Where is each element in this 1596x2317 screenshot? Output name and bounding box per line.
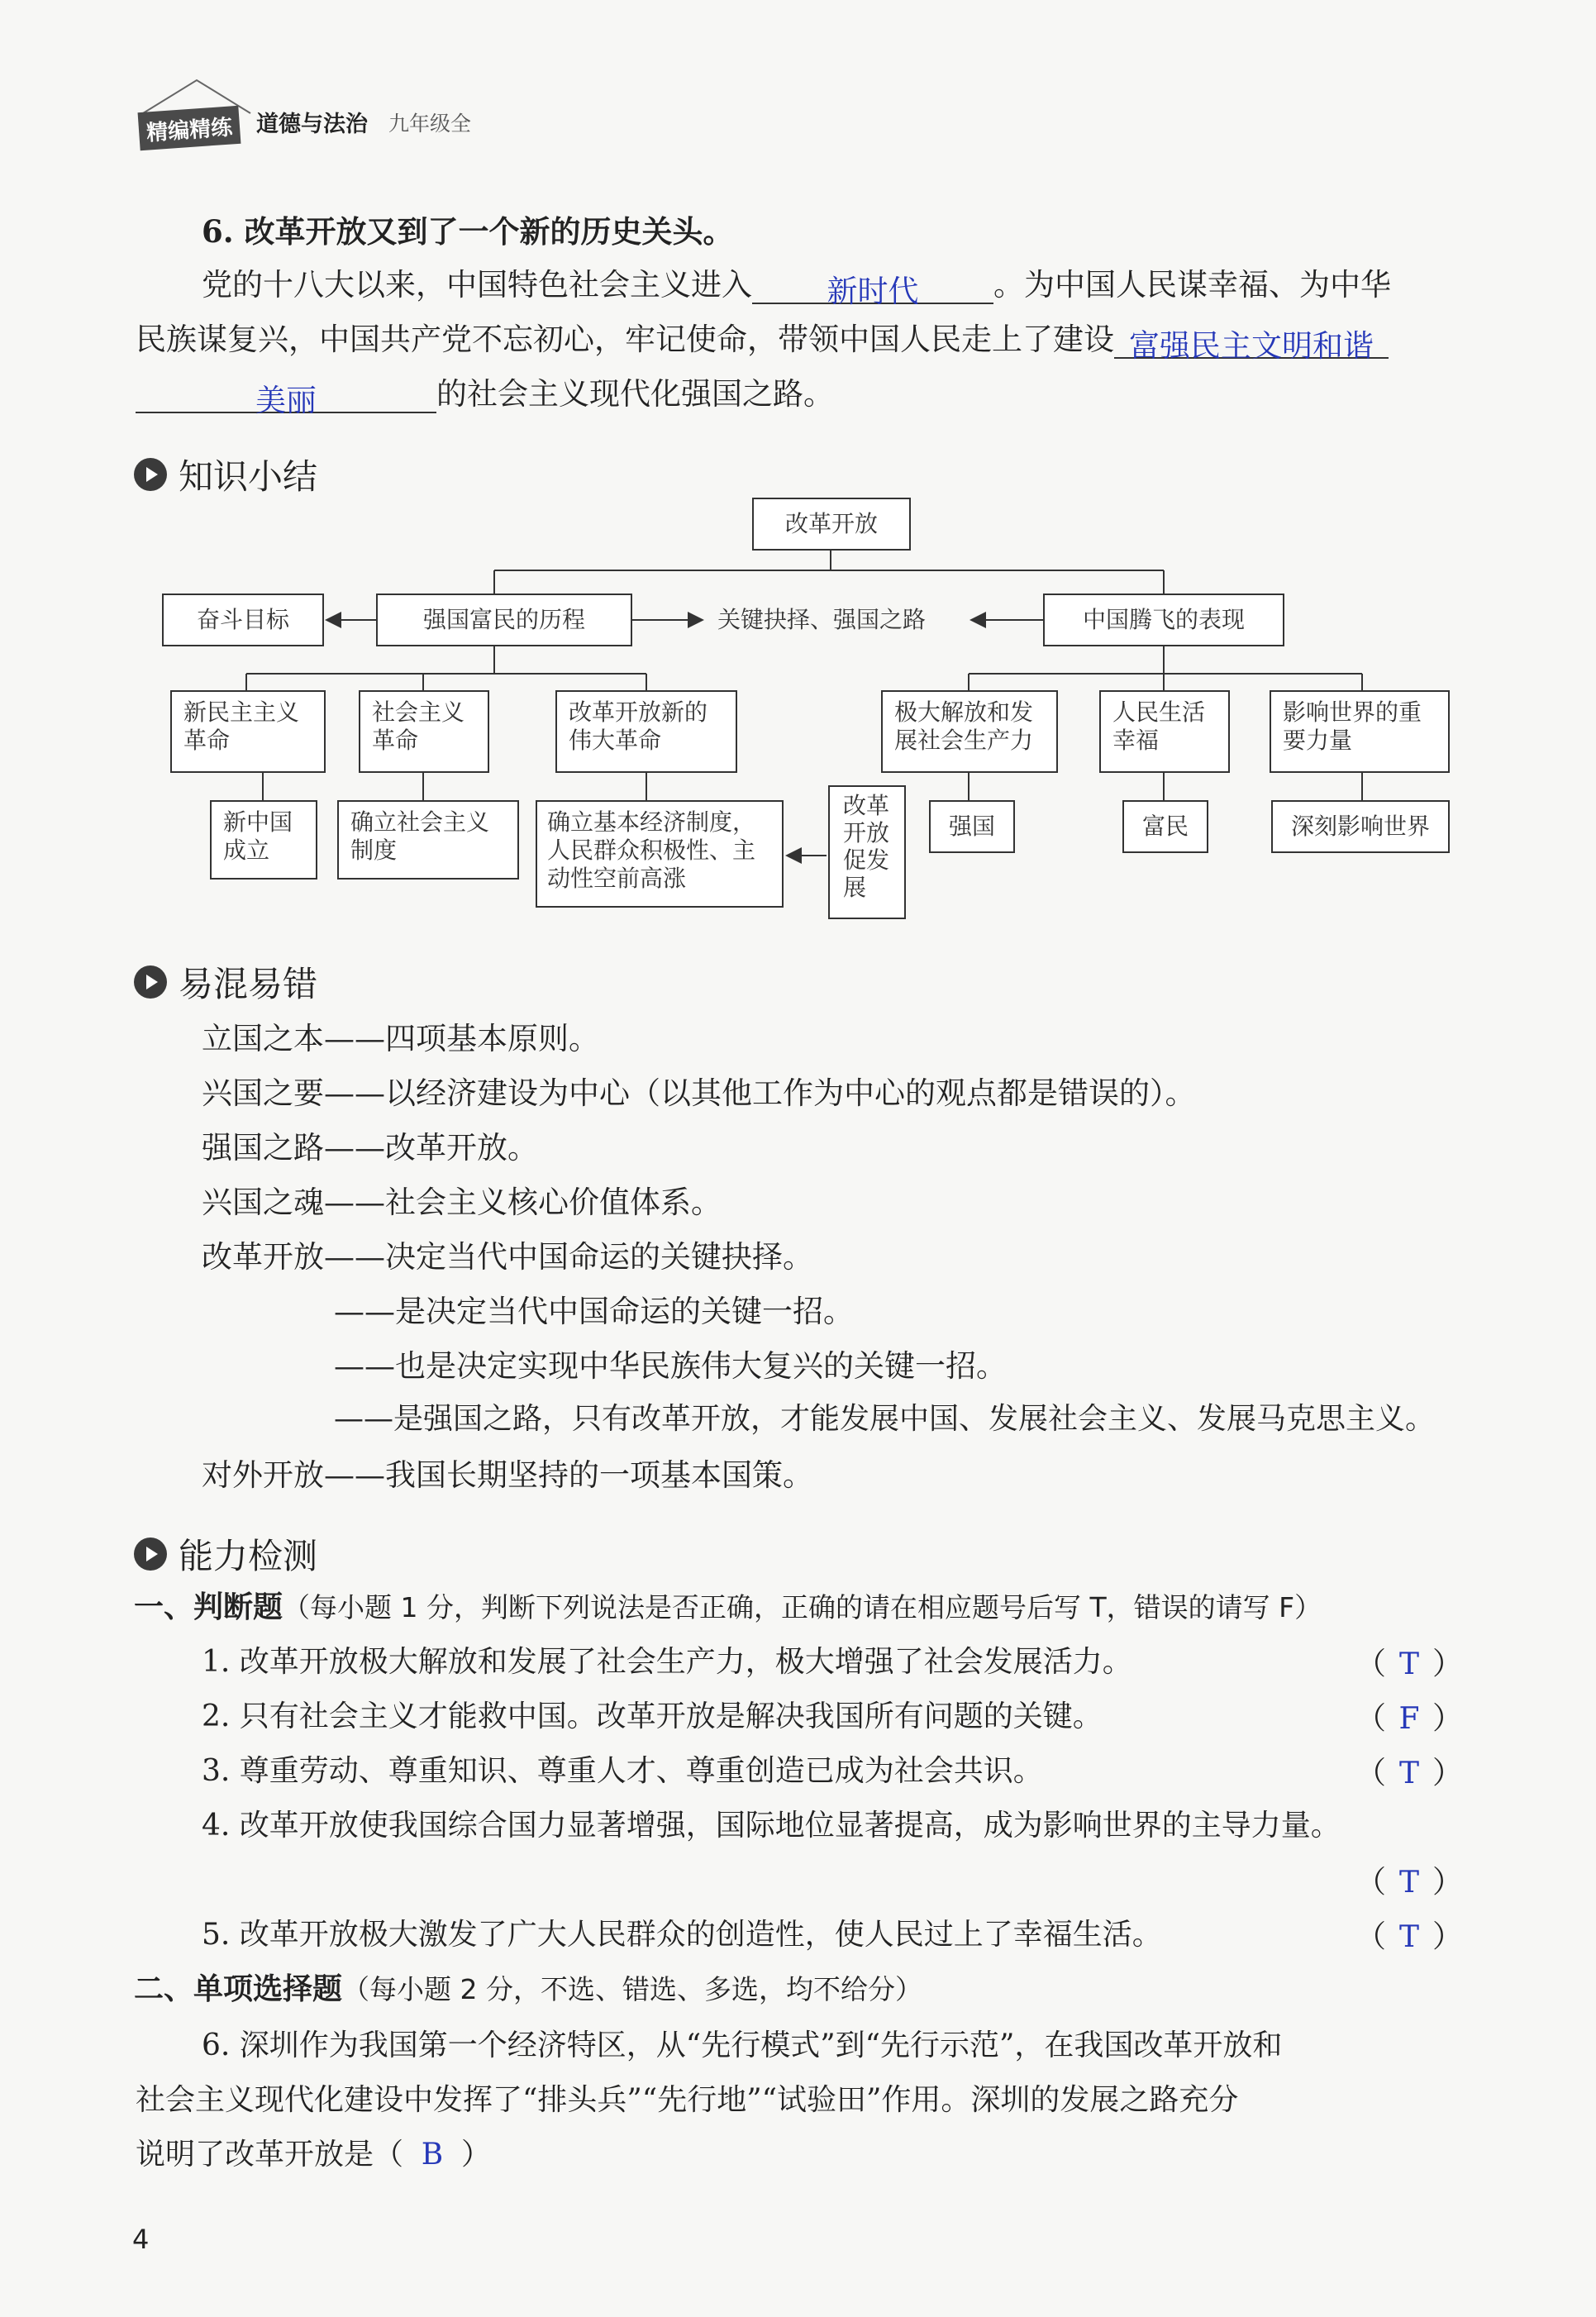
- tf-bracket-1: [1355, 1638, 1463, 1683]
- tf-answer-2: F: [1398, 1702, 1420, 1736]
- tf-open-3: （: [1355, 1755, 1386, 1790]
- tf-close-3: ）: [1432, 1755, 1463, 1790]
- part1-desc: （每小题 1 分，判断下列说法是否正确，正确的请在相应题号后写 T，错误的请写 F）: [283, 1591, 1322, 1623]
- node-key: 关键抉择、强国之路: [717, 606, 927, 633]
- part1-header: [134, 1584, 1322, 1626]
- node-s2: 确立社会主义制度: [337, 800, 519, 880]
- part1-title: 一、判断题: [134, 1590, 283, 1624]
- q6-title: 6. 改革开放又到了一个新的历史关头。: [202, 213, 734, 250]
- q6-answer-3: 美丽: [255, 383, 317, 418]
- part2-title: 二、单项选择题: [134, 1971, 343, 2006]
- tf-open-4: （: [1355, 1864, 1386, 1900]
- confuse-line-9: 对外开放——我国长期坚持的一项基本国策。: [202, 1457, 813, 1493]
- q6-line-3-text: 的社会主义现代化强国之路。: [436, 376, 834, 412]
- tf-open-2: （: [1355, 1700, 1386, 1736]
- header-grade: 九年级全: [388, 112, 472, 136]
- q6-line-1-text-b: 。为中国人民谋幸福、为中华: [993, 267, 1391, 303]
- tf-answer-5: T: [1398, 1920, 1419, 1954]
- play-icon: [134, 965, 167, 999]
- tf-item-4: 4. 改革开放使我国综合国力显著增强，国际地位显著提高，成为影响世界的主导力量。: [202, 1809, 1341, 1843]
- section-summary-title: 知识小结: [179, 456, 318, 497]
- node-s3: 确立基本经济制度，人民群众积极性、主动性空前高涨: [536, 800, 784, 908]
- confuse-line-1: 立国之本——四项基本原则。: [202, 1021, 599, 1056]
- tf-close-4: ）: [1432, 1864, 1463, 1900]
- node-history: 强国富民的历程: [376, 594, 632, 646]
- tf-answer-4: T: [1398, 1866, 1419, 1900]
- tf-answer-3: T: [1398, 1757, 1419, 1790]
- tf-bracket-3: [1355, 1747, 1463, 1792]
- mc-q6-answer: B: [421, 2138, 444, 2172]
- tf-open-5: （: [1355, 1919, 1386, 1954]
- section-test: [134, 1529, 317, 1579]
- mc-q6-stem: 说明了改革开放是（: [136, 2138, 404, 2172]
- confuse-line-7: ——也是决定实现中华民族伟大复兴的关键一招。: [334, 1348, 1007, 1384]
- header-subject: 道德与法治: [256, 112, 368, 137]
- header-badge: 精编精练: [138, 106, 241, 150]
- q6-line-1-text-a: 党的十八大以来，中国特色社会主义进入: [202, 267, 752, 303]
- tf-item-5: 5. 改革开放极大激发了广大人民群众的创造性，使人民过上了幸福生活。: [202, 1918, 1162, 1952]
- mc-q6-line-1: 6. 深圳作为我国第一个经济特区，从“先行模式”到“先行示范”，在我国改革开放和: [202, 2029, 1283, 2062]
- node-rev2: 社会主义革命: [359, 690, 489, 773]
- node-china: 中国腾飞的表现: [1043, 594, 1284, 646]
- tf-bracket-2: [1355, 1693, 1463, 1738]
- confuse-line-4: 兴国之魂——社会主义核心价值体系。: [202, 1185, 722, 1220]
- node-p2: 人民生活幸福: [1099, 690, 1230, 773]
- node-r2: 富民: [1122, 800, 1208, 853]
- section-confuse-title: 易混易错: [179, 964, 318, 1004]
- node-promote: 改革开放促发展: [828, 785, 906, 919]
- confuse-line-8: ——是强国之路，只有改革开放，才能发展中国、发展社会主义、发展马克思主义。: [334, 1402, 1436, 1436]
- confuse-line-3: 强国之路——改革开放。: [202, 1130, 538, 1166]
- tf-close-5: ）: [1432, 1919, 1463, 1954]
- part2-header: [134, 1966, 922, 2008]
- tf-item-2: 2. 只有社会主义才能救中国。改革开放是解决我国所有问题的关键。: [202, 1700, 1103, 1733]
- node-r3: 深刻影响世界: [1271, 800, 1450, 853]
- tf-item-3: 3. 尊重劳动、尊重知识、尊重人才、尊重创造已成为社会共识。: [202, 1754, 1043, 1788]
- confuse-line-6: ——是决定当代中国命运的关键一招。: [334, 1294, 854, 1329]
- node-rev1: 新民主主义革命: [170, 690, 326, 773]
- tf-item-1: 1. 改革开放极大解放和发展了社会生产力，极大增强了社会发展活力。: [202, 1645, 1132, 1679]
- tf-open-1: （: [1355, 1646, 1386, 1681]
- mc-q6-close: ）: [461, 2138, 492, 2172]
- q6-answer-2: 富强民主文明和谐: [1129, 328, 1374, 364]
- section-test-title: 能力检测: [179, 1536, 318, 1576]
- node-s1: 新中国成立: [210, 800, 317, 880]
- tf-close-1: ）: [1432, 1646, 1463, 1681]
- tf-close-2: ）: [1432, 1700, 1463, 1736]
- tf-bracket-5: [1355, 1911, 1463, 1956]
- node-p3: 影响世界的重要力量: [1270, 690, 1450, 773]
- part2-desc: （每小题 2 分，不选、错选、多选，均不给分）: [342, 1973, 922, 2005]
- confuse-line-2: 兴国之要——以经济建设为中心（以其他工作为中心的观点都是错误的）。: [202, 1075, 1196, 1111]
- tf-answer-1: T: [1398, 1647, 1419, 1681]
- mc-q6-line-2: 社会主义现代化建设中发挥了“排头兵”“先行地”“试验田”作用。深圳的发展之路充分: [136, 2083, 1239, 2117]
- node-root: 改革开放: [752, 498, 911, 551]
- tf-bracket-4: [1355, 1857, 1463, 1901]
- confuse-line-5: 改革开放——决定当代中国命运的关键抉择。: [202, 1239, 813, 1275]
- node-goal: 奋斗目标: [162, 594, 324, 646]
- mc-q6-line-3: [136, 2131, 491, 2173]
- node-rev3: 改革开放新的伟大革命: [555, 690, 737, 773]
- play-icon: [134, 1538, 167, 1571]
- q6-answer-1: 新时代: [827, 274, 919, 309]
- node-p1: 极大解放和发展社会生产力: [881, 690, 1058, 773]
- q6-line-2-text: 民族谋复兴，中国共产党不忘初心，牢记使命，带领中国人民走上了建设: [136, 322, 1114, 357]
- node-r1: 强国: [929, 800, 1015, 853]
- page-number: 4: [132, 2224, 150, 2255]
- section-confuse: [134, 957, 317, 1007]
